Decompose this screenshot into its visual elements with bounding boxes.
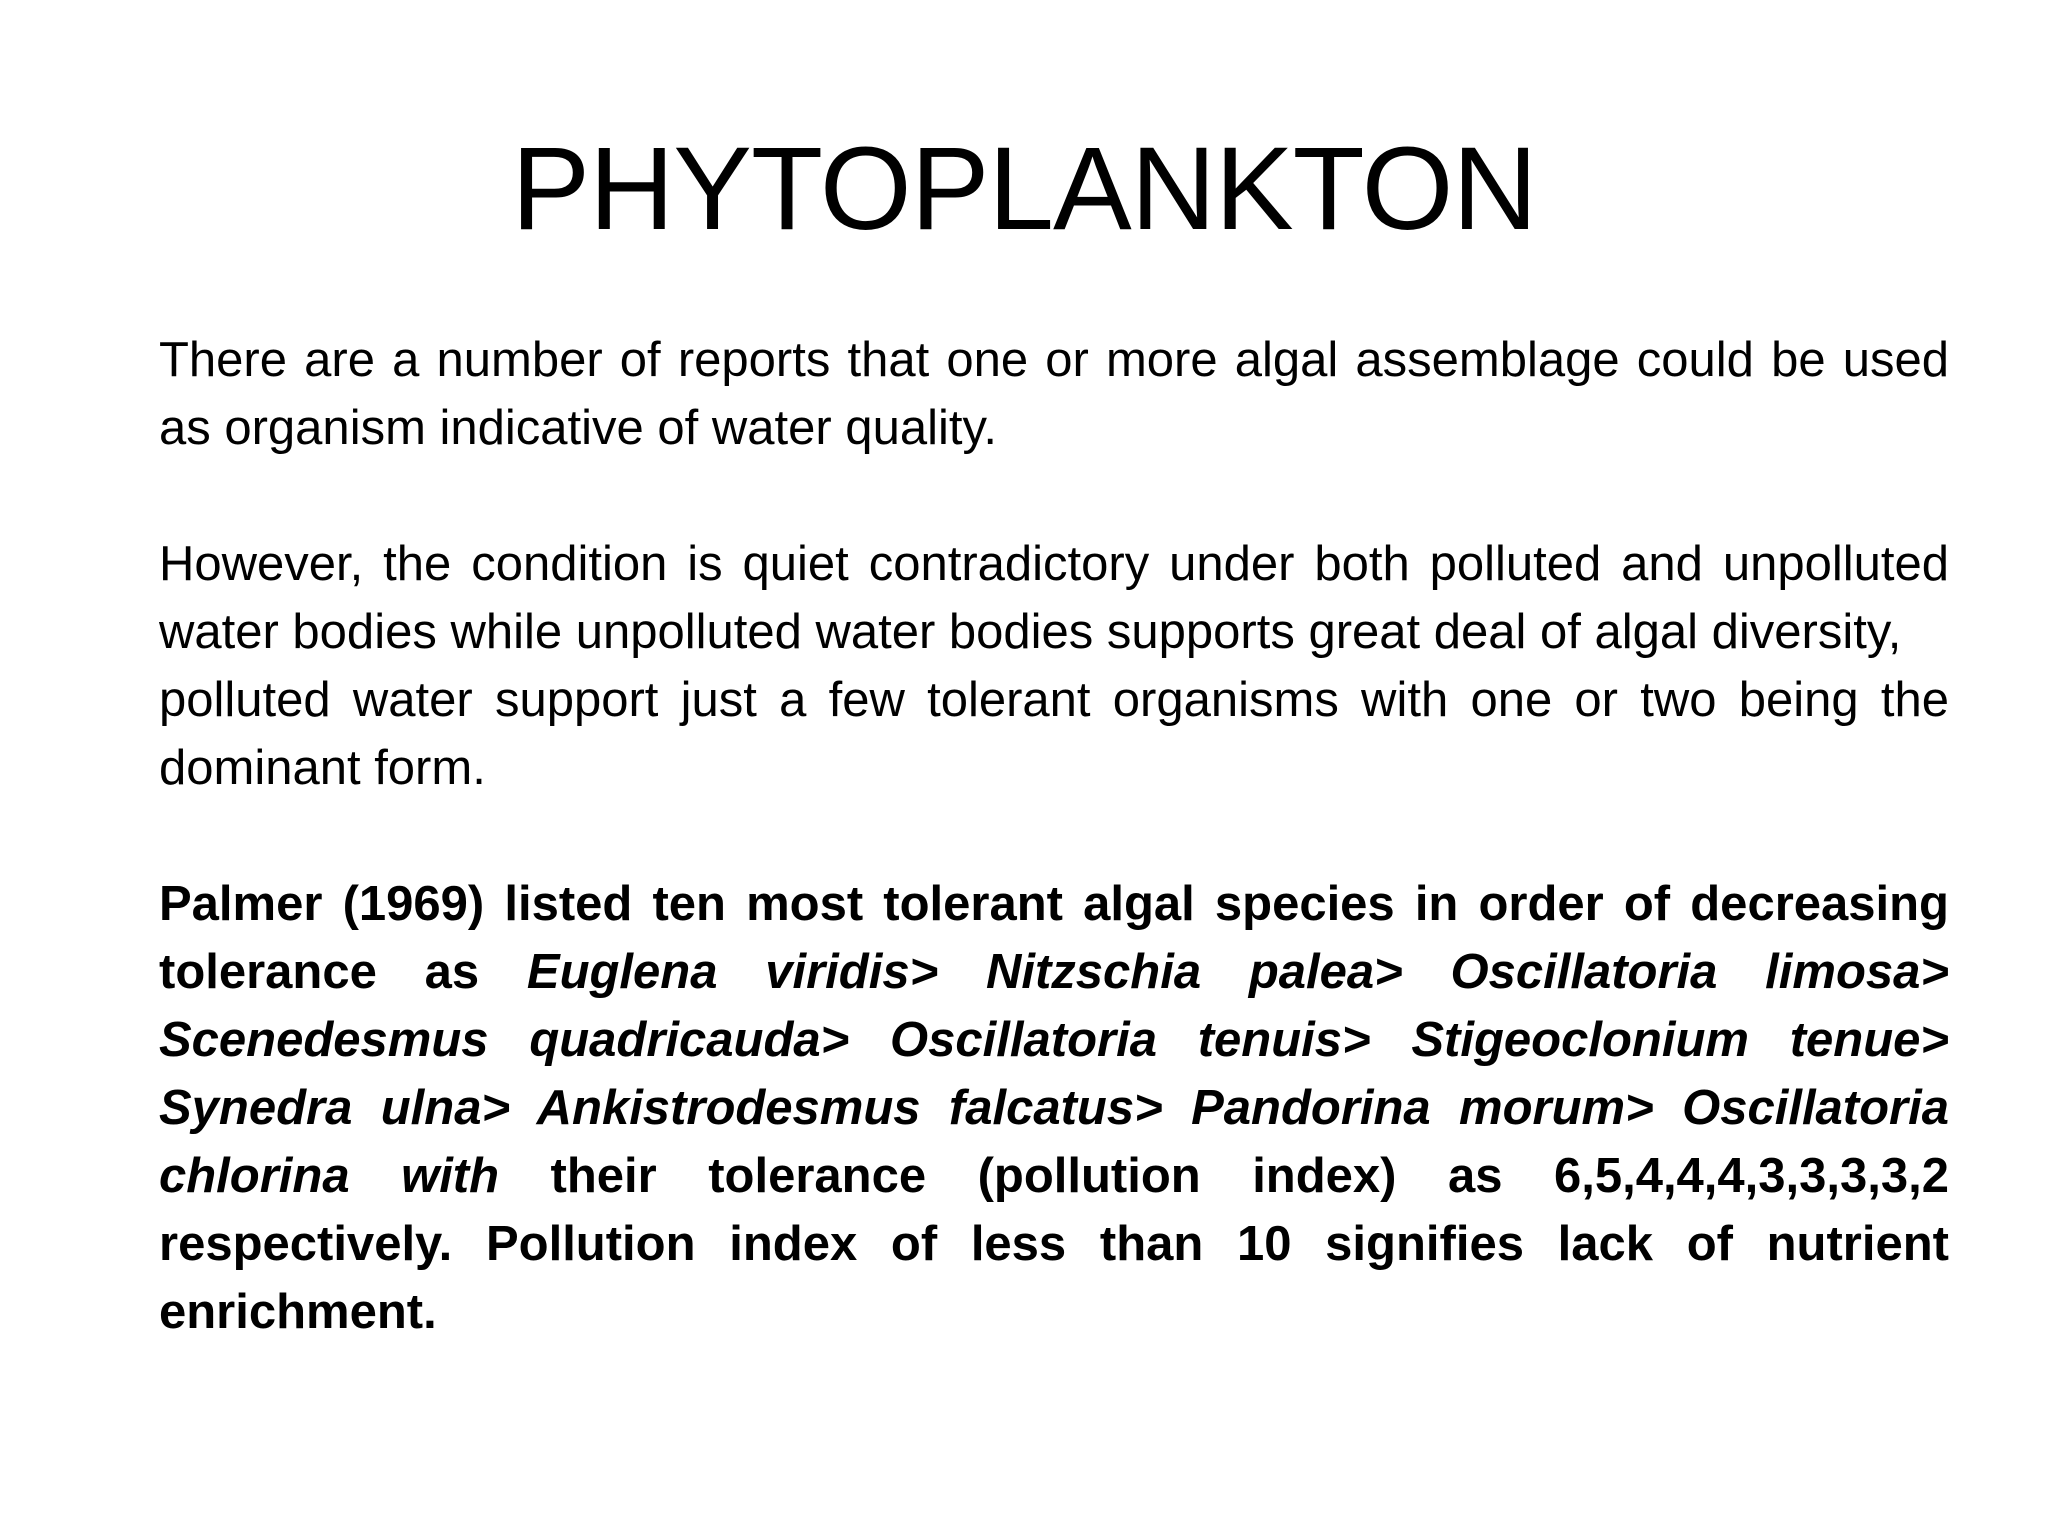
species-name: Ankistrodesmus falcatus> xyxy=(536,1081,1192,1135)
slide-title: PHYTOPLANKTON xyxy=(511,123,1537,255)
species-name: Scenedesmus quadricauda> xyxy=(159,1013,891,1067)
species-name: Pandorina morum> xyxy=(1191,1081,1683,1135)
species-name: Oscillatoria limosa> xyxy=(1450,945,1949,999)
paragraph-algal-diversity: However, the condition is quiet contradictory under both polluted and unpolluted water bodies while unpolluted water bodies supports great deal of algal diversity, xyxy=(159,537,1949,659)
species-name: Euglena viridis> xyxy=(526,945,986,999)
slide-body xyxy=(159,326,1949,1346)
paragraph-polluted-water: polluted water support just a few tolerant organisms with one or two being the dominant form. xyxy=(159,673,1949,795)
species-name: Stigeoclonium tenue> xyxy=(1411,1013,1950,1067)
palmer-intro-text: Palmer (1969) listed ten most tolerant algal species in order of decreasing tolerance as xyxy=(159,877,1949,999)
paragraph-spacer xyxy=(159,462,1949,530)
species-name: Oscillatoria chlorina with xyxy=(159,1081,1949,1203)
species-name: Synedra ulna> xyxy=(159,1081,537,1135)
species-name: Oscillatoria tenuis> xyxy=(890,1013,1412,1067)
palmer-outro-text: their tolerance (pollution index) as 6,5,4,4,4,3,3,3,3,2 respectively. Pollution index of less than 10 signifies lack of nutrient enrichment. xyxy=(159,1149,1950,1339)
paragraph-palmer-list xyxy=(159,870,1949,1346)
species-name: Nitzschia palea> xyxy=(985,945,1451,999)
paragraph-spacer xyxy=(159,802,1949,870)
paragraph-water-quality: There are a number of reports that one or more algal assemblage could be used as organism indicative of water quality. xyxy=(159,333,1949,455)
